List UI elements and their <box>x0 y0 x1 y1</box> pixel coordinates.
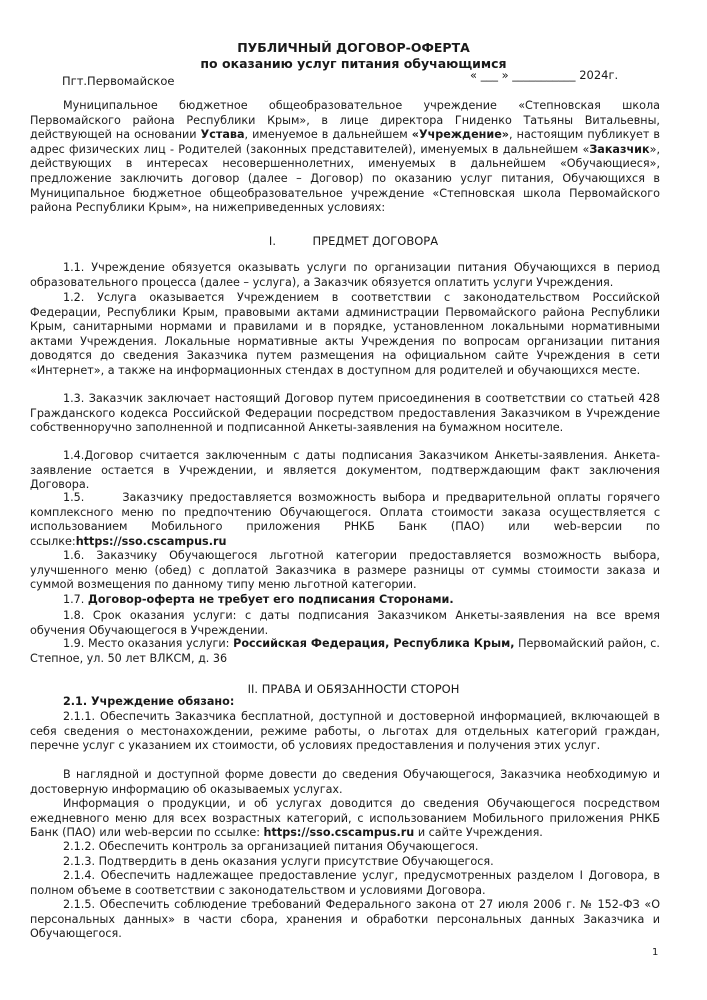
clause-2-1-1: 2.1.1. Обеспечить Заказчика бесплатной, доступной и достоверной информацией, включающей в себя сведения о местонахождении, режиме работы, о льготах для отдельных категорий граждан, перечне услуг с указанием их стоимости, об условиях предоставления и получения этих услуг. <box>30 710 660 753</box>
clause-1-8: 1.8. Срок оказания услуги: с даты подписания Заказчиком Анкеты-заявления на все время обучения Обучающегося в Учреждении. <box>30 609 660 637</box>
doc-title: ПУБЛИЧНЫЙ ДОГОВОР-ОФЕРТА <box>237 40 470 55</box>
doc-subtitle: по оказанию услуг питания обучающимся <box>200 56 507 71</box>
page-number: 1 <box>652 947 659 958</box>
clause-1-3: 1.3. Заказчик заключает настоящий Договор путем присоединения в соответствии со статьей 428 Гражданского кодекса Российской Федерации посредством предоставления Заказчиком в Учреждение собственноручно заполненной и подписанной Анкеты-заявления на бумажном носителе. <box>30 392 660 435</box>
intro-paragraph: Муниципальное бюджетное общеобразовательное учреждение «Степновская школа Первомайского района Республики Крым», в лице директора Гниденко Татьяны Витальевны, действующей на основании Устава, именуемое в дальнейшем «Учреждение», настоящим публикует в адрес физических лиц - Родителей (законных представителей), именуемых в дальнейшем «Заказчик», действующих в интересах несовершеннолетних, именуемых в дальнейшем «Обучающиеся», предложение заключить договор (далее – Договор) по оказанию услуг питания, Обучающихся в Муниципальное бюджетное общеобразовательное учреждение «Степновская школа Первомайского района Республики Крым», на нижеприведенных условиях: <box>30 99 660 215</box>
cscampus-link[interactable]: https://sso.cscampus.ru <box>75 534 227 548</box>
date-line: « ___ » ___________ 2024г. <box>470 68 619 82</box>
clause-1-4: 1.4.Договор считается заключенным с даты подписания Заказчиком Анкеты-заявления. Анкета-заявление остается в Учреждении, и является документом, подтверждающим факт заключения Договора. <box>30 449 660 492</box>
clause-1-9: 1.9. Место оказания услуги: Российская Федерация, Республика Крым, Первомайский район, с. Степное, ул. 50 лет ВЛКСМ, д. 36 <box>30 637 660 665</box>
clause-2-1-4: 2.1.4. Обеспечить надлежащее предоставление услуг, предусмотренных разделом I Договора, в полном объеме в соответствии с законодательством и условиями Договора. <box>30 869 660 897</box>
clause-2-1-1-info: В наглядной и доступной форме довести до сведения Обучающегося, Заказчика необходимую и достоверную информацию об оказываемых услугах. <box>30 768 660 796</box>
clause-1-2: 1.2. Услуга оказывается Учреждением в соответствии с законодательством Российской Федерации, Республики Крым, правовыми актами администрации Первомайского района Республики Крым, санитарными нормами и правилами и в порядке, установленном локальными нормативными актами Учреждения. Локальные нормативные акты Учреждения по вопросам организации питания доводятся до сведения Заказчика путем размещения на официальном сайте Учреждения в сети «Интернет», а также на информационных стендах в доступном для родителей и обучающихся месте. <box>30 291 660 377</box>
clause-2-1-5: 2.1.5. Обеспечить соблюдение требований Федерального закона от 27 июля 2006 г. № 152-ФЗ «О персональных данных» в части сбора, хранения и обработки персональных данных Заказчика и Обучающегося. <box>30 898 660 941</box>
clause-2-1-heading: 2.1. Учреждение обязано: <box>63 695 235 708</box>
clause-1-6: 1.6. Заказчику Обучающегося льготной категории предоставляется возможность выбора, улучшенного меню (обед) с доплатой Заказчика в размере разницы от суммы стоимости заказа и суммой возмещения по данному типу меню льготной категории. <box>30 549 660 592</box>
place-label: Пгт.Первомайское <box>62 74 175 88</box>
cscampus-link-2[interactable]: https://sso.cscampus.ru <box>263 826 415 840</box>
clause-1-5: 1.5. Заказчику предоставляется возможность выбора и предварительной оплаты горячего комплексного меню по предпочтению Обучающегося. Оплата стоимости заказа осуществляется с использованием Мобильного приложения РНКБ Банк (ПАО) или web-версии по ссылке:https://sso.cscampus.ru <box>30 491 664 548</box>
clause-2-1-1-products: Информация о продукции, и об услугах доводится до сведения Обучающегося посредством ежедневного меню для всех возрастных категорий, с использованием Мобильного приложения РНКБ Банк (ПАО) или web-версии по ссылке: https://sso.cscampus.ru и сайте Учреждения. <box>30 797 660 840</box>
section-1-heading: I. ПРЕДМЕТ ДОГОВОРА <box>268 234 439 248</box>
clause-2-1-2: 2.1.2. Обеспечить контроль за организацией питания Обучающегося. <box>63 840 479 853</box>
clause-1-1: 1.1. Учреждение обязуется оказывать услуги по организации питания Обучающихся в период образовательного процесса (далее – услуга), а Заказчик обязуется оплатить услуги Учреждения. <box>30 261 660 289</box>
section-2-heading: II. ПРАВА И ОБЯЗАННОСТИ СТОРОН <box>247 682 460 696</box>
clause-1-7: 1.7. Договор-оферта не требует его подписания Сторонами. <box>63 593 454 606</box>
clause-2-1-3: 2.1.3. Подтвердить в день оказания услуги присутствие Обучающегося. <box>63 855 494 868</box>
